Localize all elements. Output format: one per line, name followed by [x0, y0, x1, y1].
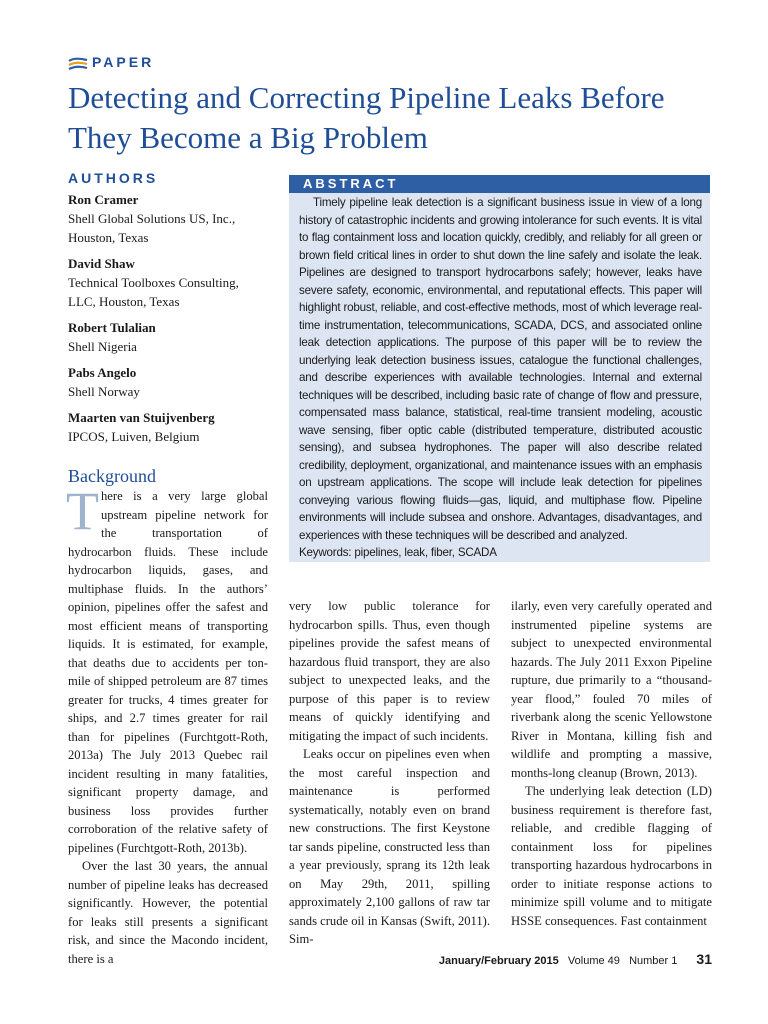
author-affiliation: Houston, Texas	[68, 230, 149, 245]
abstract-body: Timely pipeline leak detection is a significant business issue in view of a long history of catastrophic incidents and growing intolerance for such events. It is vital to flag containment loss and location quickly, credibly, and reliably for all green or brown field critical lines in order to shut down the line safely and isolate the leak. Pipelines are designed to transport hydrocarbons safely; however, leaks have severe safety, economic, environmental, and reputational effects. This paper will highlight robust, reliable, and cost-effective methods, most of which leverage real-time instrumentation, telecommunications, SCADA, DCS, and associated online leak detection applications. The purpose of this paper will be to review the underlying leak detection business issues, catalogue the functional challenges, and describe experiences with available technologies. Internal and external techniques will be described, including basic rate of change of flow and pressure, compensated mass balance, statistical, real-time transient modeling, acoustic wave sensing, fiber optic cable (distributed temperature, distributed acoustic sensing), and subsea hydrophones. The paper will also describe related credibility, deployment, organizational, and maintenance issues with an emphasis on upstream applications. The scope will include leak detection for pipelines conveying various flowing fluids—gas, liquid, and multiphase flow. Pipeline environments will include subsea and onshore. Advantages, disadvantages, and experiences with these techniques will be described and analyzed.	[299, 196, 702, 542]
authors-label: AUTHORS	[68, 170, 159, 186]
abstract-header	[289, 175, 710, 193]
body-paragraph: very low public tolerance for hydrocarbon spills. Thus, even though pipelines provide the safest means of hazardous fluid transport, they are also subject to unexpected leaks, and the purpose of this paper is to review means of quickly identifying and mitigating the impact of such incidents.	[289, 599, 490, 743]
keywords: Keywords: pipelines, leak, fiber, SCADA	[299, 546, 497, 559]
body-paragraph: Leaks occur on pipelines even when the most careful inspection and maintenance is performed systematically, notably even on brand new constructions. The first Keystone tar sands pipeline, constructed less than a year previously, sprang its 12th leak on May 29th, 2011, spilling approximately 2,100 gallons of raw tar sands crude oil in Kansas (Swift, 2011). Sim-	[289, 747, 491, 946]
author-name: Robert Tulalian	[68, 320, 156, 335]
abstract-label: ABSTRACT	[303, 176, 399, 191]
paper-logo-icon	[68, 57, 88, 71]
volume: Volume 49	[567, 955, 620, 967]
paper-title: Detecting and Correcting Pipeline Leaks Before They Become a Big Problem	[68, 80, 665, 155]
abstract-box	[289, 175, 710, 562]
body-paragraph	[66, 481, 268, 857]
body-paragraph: Over the last 30 years, the annual number of pipeline leaks has decreased significantly. However, the potential for leaks still presents a significant risk, and since the Macondo incident, there is a	[68, 859, 268, 966]
author-affiliation: Technical Toolboxes Consulting,	[68, 275, 239, 290]
author-affiliation: LLC, Houston, Texas	[68, 294, 180, 309]
body-column-2	[289, 597, 490, 949]
body-column-3	[511, 597, 712, 930]
paragraph-text: here is a very large global upstream pipeline network for the transportation of hydrocarbon fluids. These include hydrocarbon liquids, gases, and multiphase fluids. In the authors’ opinion, pipelines offer the safest and most efficient means of transporting liquids. It is estimated, for example, that deaths due to accidents per ton-mile of shipped petroleum are 87 times greater for trucks, 4 times greater for ships, and 2.7 times greater for rail than for pipelines (Furchtgott-Roth, 2013a) The July 2013 Quebec rail incident resulting in many fatalities, significant property damage, and business loss provides further corroboration of the relative safety of pipelines (Furchtgott-Roth, 2013b).	[68, 489, 268, 855]
body-column-1	[66, 481, 268, 968]
author-name: Pabs Angelo	[68, 365, 137, 380]
author-affiliation: Shell Global Solutions US, Inc.,	[68, 211, 236, 226]
author-entry	[68, 190, 278, 247]
author-name: Maarten van Stuijvenberg	[68, 410, 215, 425]
body-paragraph: ilarly, even very carefully operated and instrumented pipeline systems are subject to unexpected environmental hazards. The July 2011 Exxon Pipeline rupture, due primarily to a “thousand-year flood,” fouled 70 miles of riverbank along the scenic Yellowstone River in Montana, killing fish and wildlife and prompting a massive, months-long cleanup (Brown, 2013).	[511, 599, 712, 780]
authors-list	[68, 190, 278, 453]
drop-cap: T	[66, 481, 99, 541]
author-entry	[68, 254, 278, 311]
page-footer	[400, 951, 712, 967]
section-label: PAPER	[92, 54, 155, 70]
issue-date: January/February 2015	[438, 955, 559, 967]
author-entry	[68, 318, 278, 356]
author-affiliation: IPCOS, Luiven, Belgium	[68, 429, 200, 444]
author-affiliation: Shell Nigeria	[68, 339, 137, 354]
page-number: 31	[696, 951, 712, 967]
body-paragraph: The underlying leak detection (LD) business requirement is therefore fast, reliable, and credible flagging of containment loss for pipelines transporting hazardous hydrocarbons in order to initiate response actions to minimize spill volume and to mitigate HSSE consequences. Fast containment	[511, 784, 712, 928]
issue-number: Number 1	[629, 955, 678, 967]
author-name: Ron Cramer	[68, 192, 139, 207]
author-entry	[68, 363, 278, 401]
abstract-text	[299, 194, 702, 562]
section-heading: Background	[68, 466, 156, 486]
author-name: David Shaw	[68, 256, 135, 271]
author-entry	[68, 408, 278, 446]
author-affiliation: Shell Norway	[68, 384, 140, 399]
